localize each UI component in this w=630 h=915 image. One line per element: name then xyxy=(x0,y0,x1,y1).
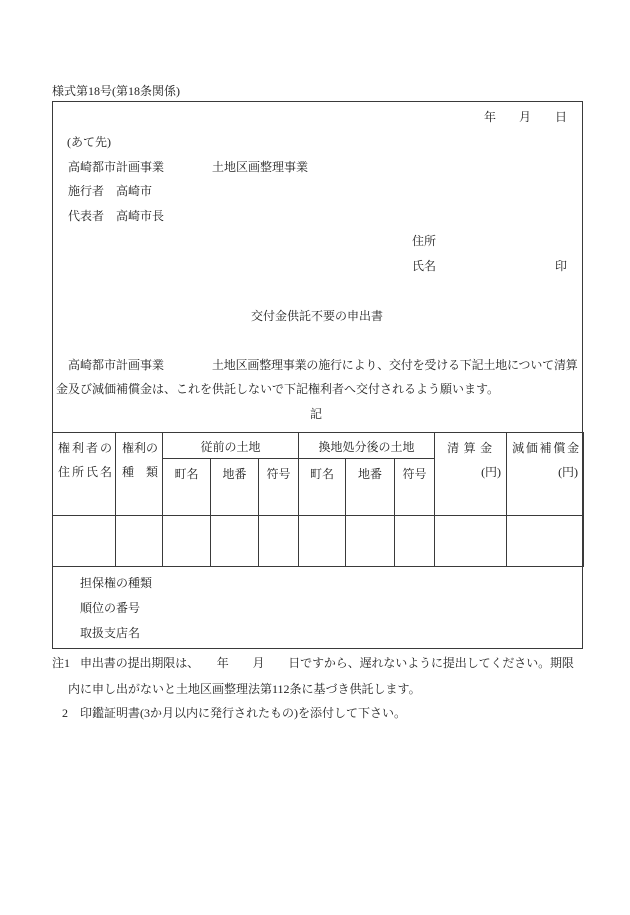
subheader-before-town: 町名 xyxy=(163,459,211,516)
note1-label: 注1 xyxy=(52,656,71,670)
header-before-land: 従前の土地 xyxy=(163,433,299,459)
cell-after-town xyxy=(299,516,346,567)
cell-before-lot-number xyxy=(211,516,259,567)
addressee-city-project: 高崎都市計画事業 xyxy=(68,160,165,174)
form-number: 様式第18号(第18条関係) xyxy=(52,84,180,98)
header-compensation-label: 減価補償金 xyxy=(512,441,581,455)
header-right-type-line1: 権利の xyxy=(122,441,159,455)
header-settlement-label: 清算金 xyxy=(447,441,497,455)
note2-label: 2 xyxy=(62,706,68,720)
cell-settlement xyxy=(435,516,507,567)
executor-name: 高崎市 xyxy=(116,184,153,198)
body-line1-city-project: 高崎都市計画事業 xyxy=(68,358,165,372)
subheader-before-code: 符号 xyxy=(259,459,299,516)
cell-compensation xyxy=(507,516,584,567)
header-settlement-unit: (円) xyxy=(481,465,502,479)
subheader-after-town: 町名 xyxy=(299,459,346,516)
header-depreciation-compensation xyxy=(507,433,584,516)
header-right-type xyxy=(116,433,163,516)
date-year-label: 年 xyxy=(484,110,497,124)
applicant-address-label: 住所 xyxy=(412,234,437,248)
branch-name-label: 取扱支店名 xyxy=(80,626,141,640)
representative-label: 代表者 xyxy=(68,209,105,223)
representative-name: 高崎市長 xyxy=(116,209,165,223)
subheader-after-lot-number: 地番 xyxy=(346,459,395,516)
land-table xyxy=(52,432,584,567)
seal-mark: 印 xyxy=(555,259,568,273)
cell-before-town xyxy=(163,516,211,567)
cell-holder xyxy=(53,516,116,567)
header-compensation-unit: (円) xyxy=(558,465,579,479)
addressee-label: (あて先) xyxy=(67,135,111,149)
date-month-label: 月 xyxy=(519,110,532,124)
rank-number-label: 順位の番号 xyxy=(80,601,141,615)
cell-before-code xyxy=(259,516,299,567)
addressee-project-name: 土地区画整理事業 xyxy=(212,160,309,174)
subheader-after-code: 符号 xyxy=(395,459,435,516)
cell-after-lot-number xyxy=(346,516,395,567)
header-holder xyxy=(53,433,116,516)
subheader-before-lot-number: 地番 xyxy=(211,459,259,516)
body-line2: 金及び減価補償金は、これを供託しないで下記権利者へ交付されるよう願います。 xyxy=(56,382,500,396)
date-day-label: 日 xyxy=(555,110,568,124)
security-type-label: 担保権の種類 xyxy=(80,576,153,590)
applicant-name-label: 氏名 xyxy=(412,259,437,273)
note1-line1: 申出書の提出期限は、 年 月 日ですから、遅れないように提出してください。期限 xyxy=(80,656,574,670)
cell-right-type xyxy=(116,516,163,567)
record-mark: 記 xyxy=(310,407,323,421)
header-holder-line1: 権利者の xyxy=(58,441,115,455)
header-right-type-line2: 種 類 xyxy=(122,465,159,479)
table-row xyxy=(53,516,584,567)
header-settlement xyxy=(435,433,507,516)
document-title: 交付金供託不要の申出書 xyxy=(251,309,384,323)
note2-text: 印鑑証明書(3か月以内に発行されたもの)を添付して下さい。 xyxy=(80,706,406,720)
body-line1-rest: 土地区画整理事業の施行により、交付を受ける下記土地について清算 xyxy=(212,358,578,372)
cell-after-code xyxy=(395,516,435,567)
executor-label: 施行者 xyxy=(68,184,105,198)
header-holder-line2: 住所氏名 xyxy=(58,465,115,479)
note1-line2: 内に申し出がないと土地区画整理法第112条に基づき供託します。 xyxy=(68,682,421,696)
header-after-land: 換地処分後の土地 xyxy=(299,433,435,459)
